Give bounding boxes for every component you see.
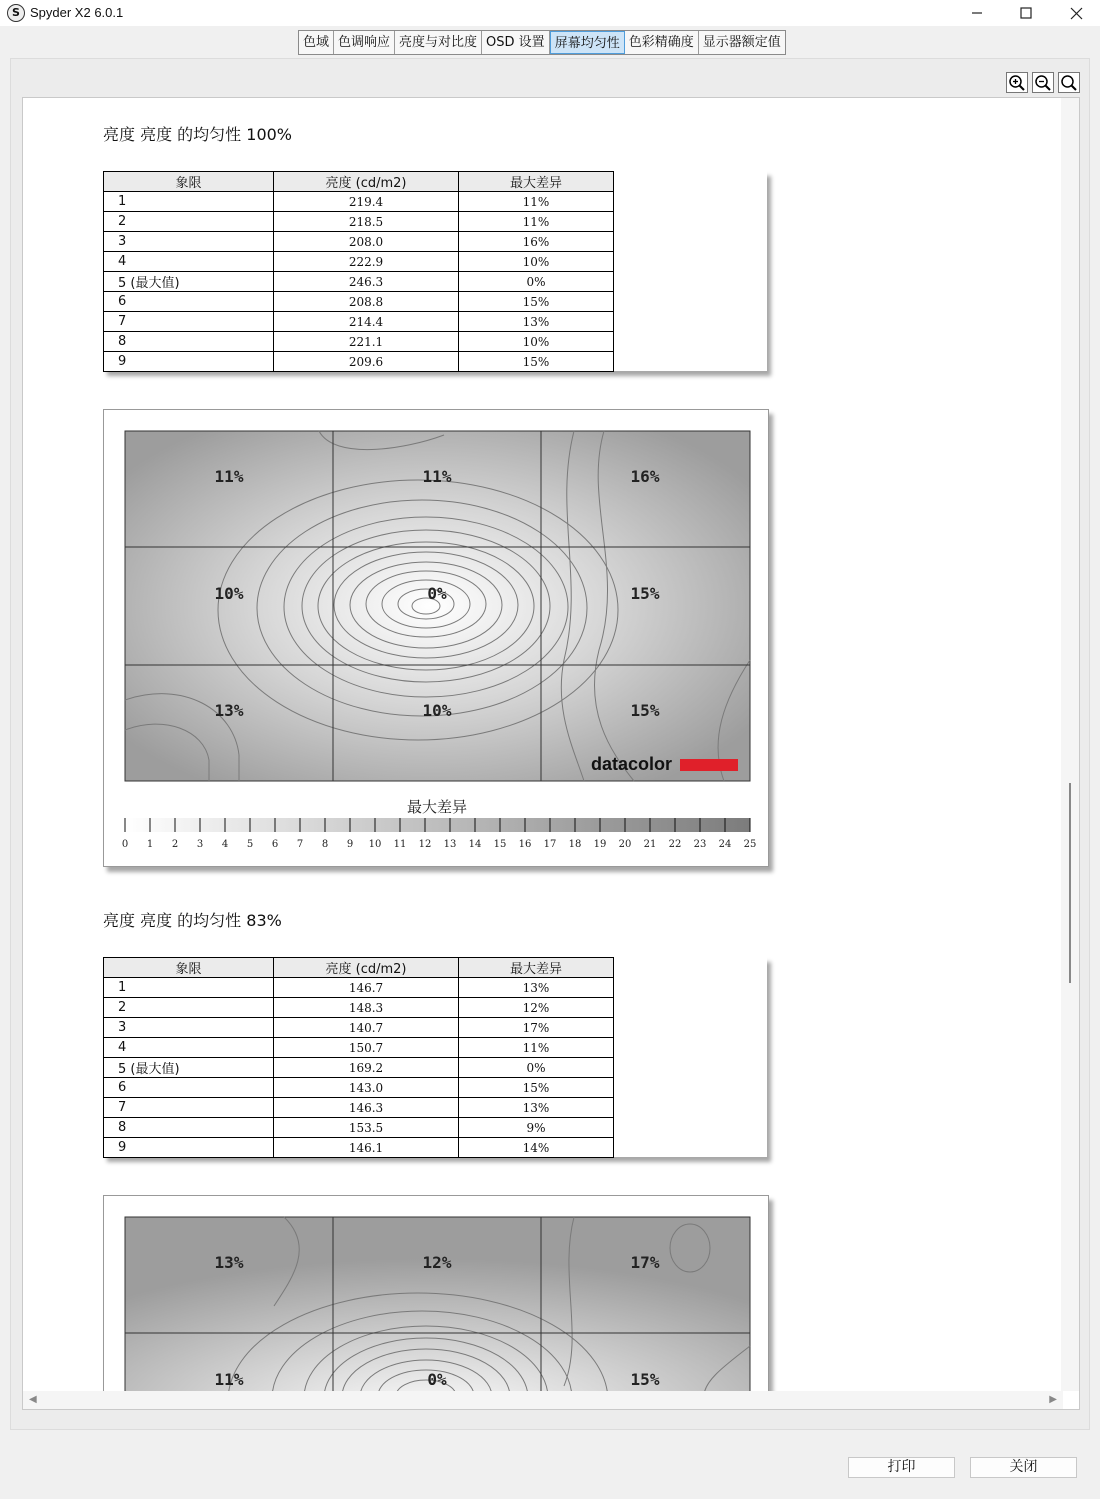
uniformity-map-100-card	[103, 409, 769, 867]
quadrant-cell: 9	[104, 352, 274, 372]
luminance-cell: 222.9	[274, 252, 459, 272]
map-label: 11%	[214, 1370, 244, 1389]
quadrant-cell: 2	[104, 998, 274, 1018]
report-tabs	[298, 30, 786, 55]
scale-tick-label: 5	[246, 839, 254, 850]
table-row	[104, 252, 614, 272]
map-label: 15%	[630, 701, 660, 720]
difference-cell: 9%	[459, 1118, 614, 1138]
title-bar	[0, 0, 1100, 26]
table-row	[104, 1098, 614, 1118]
quadrant-cell: 7	[104, 1098, 274, 1118]
scale-title: 最大差异	[406, 798, 468, 816]
column-header: 亮度 (cd/m2)	[274, 958, 459, 978]
difference-cell: 13%	[459, 312, 614, 332]
quadrant-cell: 1	[104, 192, 274, 212]
zoom-toolbar	[1006, 72, 1080, 93]
luminance-cell: 143.0	[274, 1078, 459, 1098]
luminance-cell: 214.4	[274, 312, 459, 332]
map-area	[125, 1217, 750, 1391]
difference-cell: 17%	[459, 1018, 614, 1038]
close-button[interactable]: 关闭	[970, 1457, 1077, 1478]
quadrant-cell: 3	[104, 232, 274, 252]
difference-cell: 12%	[459, 998, 614, 1018]
table-row	[104, 192, 614, 212]
table-row	[104, 978, 614, 998]
zoom-in-button[interactable]	[1006, 72, 1028, 93]
close-icon	[1070, 7, 1083, 20]
table-row	[104, 232, 614, 252]
section-heading-100: 亮度 亮度 的均匀性 100%	[103, 125, 293, 144]
zoom-fit-button[interactable]	[1058, 72, 1080, 93]
quadrant-cell: 4	[104, 252, 274, 272]
map-label: 16%	[630, 467, 660, 486]
uniformity-map-83	[104, 1196, 768, 1391]
scale-tick-label: 21	[643, 839, 657, 850]
print-button[interactable]: 打印	[848, 1457, 955, 1478]
uniformity-table-100-card	[103, 171, 767, 371]
luminance-cell: 169.2	[274, 1058, 459, 1078]
scale-tick-label: 20	[618, 839, 632, 850]
scale-tick-label: 11	[393, 839, 407, 850]
uniformity-table-83-card	[103, 957, 767, 1157]
difference-cell: 11%	[459, 192, 614, 212]
luminance-cell: 140.7	[274, 1018, 459, 1038]
table-row	[104, 1058, 614, 1078]
scale-tick-label: 0	[121, 839, 129, 850]
column-header: 最大差异	[459, 958, 614, 978]
scale-tick-label: 19	[593, 839, 607, 850]
minimize-icon	[971, 7, 983, 19]
luminance-cell: 209.6	[274, 352, 459, 372]
map-label: 17%	[630, 1253, 660, 1272]
app-logo-icon: S	[7, 4, 25, 22]
uniformity-map-83-card	[103, 1195, 769, 1391]
zoom-out-icon	[1034, 74, 1052, 92]
map-label: 11%	[214, 467, 244, 486]
difference-cell: 0%	[459, 272, 614, 292]
map-label: 15%	[630, 1370, 660, 1389]
tab-screen-uniformity[interactable]: 屏幕均匀性	[550, 31, 625, 54]
difference-cell: 15%	[459, 1078, 614, 1098]
tab-gamut[interactable]: 色域	[299, 31, 334, 54]
scale-tick-label: 6	[271, 839, 279, 850]
quadrant-cell: 6	[104, 1078, 274, 1098]
scale-tick-label: 8	[321, 839, 329, 850]
table-row	[104, 1138, 614, 1158]
window-title: Spyder X2 6.0.1	[30, 5, 124, 20]
zoom-out-button[interactable]	[1032, 72, 1054, 93]
datacolor-logo: datacolor	[591, 754, 673, 774]
tab-osd-settings[interactable]: OSD 设置	[482, 31, 550, 54]
difference-cell: 15%	[459, 352, 614, 372]
horizontal-scrollbar[interactable]	[23, 1391, 1063, 1409]
table-row	[104, 1118, 614, 1138]
table-row	[104, 212, 614, 232]
scale-tick-label: 25	[743, 839, 757, 850]
vertical-scrollbar[interactable]	[1061, 98, 1079, 1391]
table-row	[104, 1018, 614, 1038]
zoom-in-icon	[1008, 74, 1026, 92]
column-header: 象限	[104, 172, 274, 192]
difference-cell: 0%	[459, 1058, 614, 1078]
map-label: 13%	[214, 1253, 244, 1272]
scale-tick-label: 24	[718, 839, 732, 850]
table-row	[104, 332, 614, 352]
scroll-left-icon[interactable]: ◀	[29, 1394, 37, 1405]
scale-tick-label: 7	[296, 839, 304, 850]
section-heading-83: 亮度 亮度 的均匀性 83%	[103, 911, 282, 930]
quadrant-cell: 2	[104, 212, 274, 232]
map-label: 0%	[427, 584, 447, 603]
map-label: 11%	[422, 467, 452, 486]
tab-color-accuracy[interactable]: 色彩精确度	[625, 31, 699, 54]
quadrant-cell: 8	[104, 1118, 274, 1138]
difference-cell: 10%	[459, 252, 614, 272]
tab-monitor-rating[interactable]: 显示器额定值	[699, 31, 785, 54]
difference-cell: 10%	[459, 332, 614, 352]
difference-cell: 14%	[459, 1138, 614, 1158]
luminance-cell: 219.4	[274, 192, 459, 212]
table-row	[104, 1078, 614, 1098]
scale-labels	[122, 839, 757, 850]
quadrant-cell: 4	[104, 1038, 274, 1058]
quadrant-cell: 7	[104, 312, 274, 332]
scale-tick-label: 12	[418, 839, 432, 850]
quadrant-cell: 8	[104, 332, 274, 352]
quadrant-cell: 1	[104, 978, 274, 998]
luminance-cell: 146.1	[274, 1138, 459, 1158]
zoom-fit-icon	[1060, 74, 1078, 92]
luminance-cell: 208.8	[274, 292, 459, 312]
scale-gradient	[125, 818, 750, 832]
table-row	[104, 292, 614, 312]
map-label: 15%	[630, 584, 660, 603]
scroll-right-icon[interactable]: ▶	[1049, 1394, 1057, 1405]
quadrant-cell: 9	[104, 1138, 274, 1158]
table-row	[104, 352, 614, 372]
column-header: 象限	[104, 958, 274, 978]
table-row	[104, 1038, 614, 1058]
luminance-cell: 246.3	[274, 272, 459, 292]
uniformity-table-83	[103, 957, 614, 1158]
quadrant-cell: 5 (最大值)	[104, 1058, 274, 1078]
tab-tone-response[interactable]: 色调响应	[334, 31, 395, 54]
scale-tick-label: 23	[693, 839, 707, 850]
quadrant-cell: 6	[104, 292, 274, 312]
map-label: 10%	[214, 584, 244, 603]
scale-tick-label: 1	[146, 839, 154, 850]
table-row	[104, 312, 614, 332]
luminance-cell: 208.0	[274, 232, 459, 252]
scale-tick-label: 22	[668, 839, 682, 850]
column-header: 最大差异	[459, 172, 614, 192]
map-label: 10%	[422, 701, 452, 720]
luminance-cell: 218.5	[274, 212, 459, 232]
datacolor-logo-bar	[680, 759, 738, 771]
luminance-cell: 150.7	[274, 1038, 459, 1058]
scale-tick-label: 9	[346, 839, 354, 850]
quadrant-cell: 5 (最大值)	[104, 272, 274, 292]
column-header: 亮度 (cd/m2)	[274, 172, 459, 192]
difference-cell: 11%	[459, 1038, 614, 1058]
map-label: 12%	[422, 1253, 452, 1272]
scale-tick-label: 3	[196, 839, 204, 850]
uniformity-table-100	[103, 171, 614, 372]
scale-tick-label: 2	[171, 839, 179, 850]
table-row	[104, 998, 614, 1018]
scale-tick-label: 15	[493, 839, 507, 850]
map-label: 0%	[427, 1370, 447, 1389]
minimize-button[interactable]	[952, 0, 1002, 26]
luminance-cell: 153.5	[274, 1118, 459, 1138]
tab-brightness-contrast[interactable]: 亮度与对比度	[395, 31, 482, 54]
luminance-cell: 146.7	[274, 978, 459, 998]
difference-cell: 16%	[459, 232, 614, 252]
quadrant-cell: 3	[104, 1018, 274, 1038]
vertical-scroll-thumb[interactable]	[1069, 783, 1071, 983]
map-label: 13%	[214, 701, 244, 720]
difference-cell: 13%	[459, 1098, 614, 1118]
difference-cell: 11%	[459, 212, 614, 232]
scale-tick-label: 14	[468, 839, 482, 850]
scale-tick-label: 4	[221, 839, 229, 850]
luminance-cell: 146.3	[274, 1098, 459, 1118]
luminance-cell: 148.3	[274, 998, 459, 1018]
report-viewer[interactable]	[22, 97, 1080, 1410]
maximize-icon	[1020, 7, 1032, 19]
report-content	[23, 98, 1063, 1391]
scale-tick-label: 17	[543, 839, 557, 850]
difference-cell: 13%	[459, 978, 614, 998]
scale-tick-label: 10	[368, 839, 382, 850]
luminance-cell: 221.1	[274, 332, 459, 352]
difference-cell: 15%	[459, 292, 614, 312]
scale-tick-label: 18	[568, 839, 582, 850]
close-window-button[interactable]	[1051, 0, 1100, 26]
uniformity-map-100	[104, 410, 768, 866]
maximize-button[interactable]	[1001, 0, 1051, 26]
scale-tick-label: 13	[443, 839, 457, 850]
scale-tick-label: 16	[518, 839, 532, 850]
table-row	[104, 272, 614, 292]
